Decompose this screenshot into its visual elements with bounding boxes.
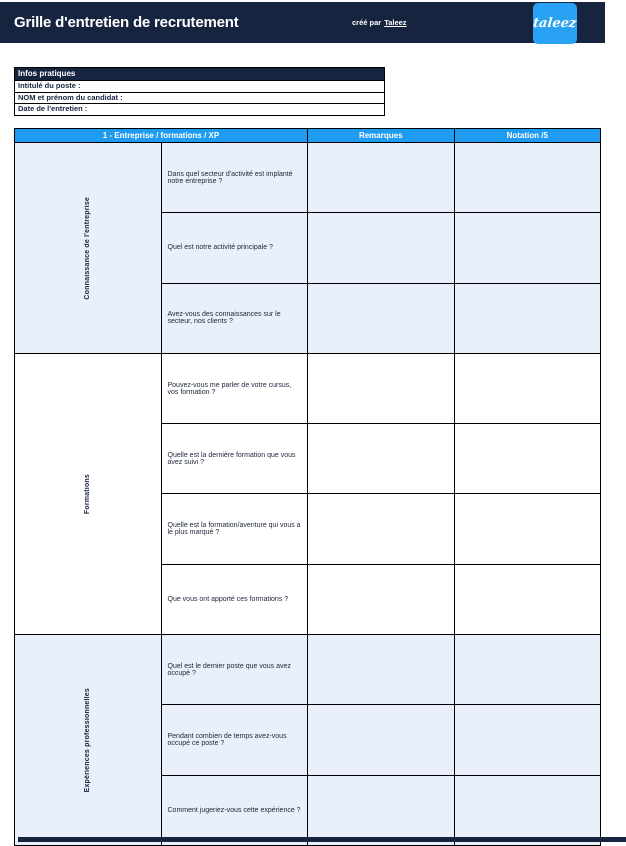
rating-cell <box>454 494 601 564</box>
question-cell: Quel est notre activité principale ? <box>161 213 308 283</box>
question-cell: Pendant combien de temps avez-vous occupé ce poste ? <box>161 705 308 775</box>
document-header-bar <box>0 2 605 43</box>
table-header-row <box>15 129 601 143</box>
rating-cell <box>454 424 601 494</box>
rating-cell <box>454 143 601 213</box>
rating-cell <box>454 705 601 775</box>
rating-cell <box>454 213 601 283</box>
remarks-cell <box>308 705 455 775</box>
column-header-section: 1 - Entreprise / formations / XP <box>15 129 308 143</box>
remarks-cell <box>308 564 455 634</box>
rating-cell <box>454 775 601 845</box>
table-row <box>15 353 601 423</box>
question-cell: Quelle est la dernière formation que vous avez suivi ? <box>161 424 308 494</box>
question-cell: Avez-vous des connaissances sur le secteur, nos clients ? <box>161 283 308 353</box>
question-cell: Pouvez-vous me parler de votre cursus, vos formation ? <box>161 353 308 423</box>
group-label-cell <box>15 353 162 634</box>
taleez-link[interactable]: Taleez <box>384 18 407 27</box>
remarks-cell <box>308 775 455 845</box>
taleez-logo <box>533 3 577 44</box>
remarks-cell <box>308 353 455 423</box>
column-header-remarques: Remarques <box>308 129 455 143</box>
infos-pratiques-title: Infos pratiques <box>14 67 385 81</box>
group-label: Expériences professionnelles <box>84 687 92 793</box>
credit-line <box>352 2 407 43</box>
group-label-cell <box>15 635 162 846</box>
field-nom-prenom-candidat: NOM et prénom du candidat : <box>14 93 385 105</box>
question-cell: Que vous ont apporté ces formations ? <box>161 564 308 634</box>
page-title: Grille d'entretien de recrutement <box>14 14 239 31</box>
remarks-cell <box>308 635 455 705</box>
rating-cell <box>454 564 601 634</box>
table-body <box>15 143 601 846</box>
group-label-cell <box>15 143 162 354</box>
question-cell: Quelle est la formation/aventure qui vous a le plus marqué ? <box>161 494 308 564</box>
field-date-entretien: Date de l'entretien : <box>14 104 385 116</box>
remarks-cell <box>308 494 455 564</box>
rating-cell <box>454 635 601 705</box>
credit-prefix: créé par <box>352 18 382 27</box>
rating-cell <box>454 353 601 423</box>
remarks-cell <box>308 213 455 283</box>
question-cell: Dans quel secteur d'activité est implanté notre entreprise ? <box>161 143 308 213</box>
question-cell: Comment jugeriez-vous cette expérience ? <box>161 775 308 845</box>
infos-pratiques-section <box>14 67 385 116</box>
table-row <box>15 635 601 705</box>
field-intitule-poste: Intitulé du poste : <box>14 81 385 93</box>
next-page-header-edge <box>18 837 626 842</box>
group-label: Formations <box>84 473 92 515</box>
interview-grid-table <box>14 128 601 846</box>
remarks-cell <box>308 424 455 494</box>
rating-cell <box>454 283 601 353</box>
question-cell: Quel est le dernier poste que vous avez occupé ? <box>161 635 308 705</box>
remarks-cell <box>308 143 455 213</box>
remarks-cell <box>308 283 455 353</box>
taleez-logo-text: taleez <box>532 16 578 31</box>
column-header-notation: Notation /5 <box>454 129 601 143</box>
table-row <box>15 143 601 213</box>
group-label: Connaissance de l'entreprise <box>84 196 92 300</box>
